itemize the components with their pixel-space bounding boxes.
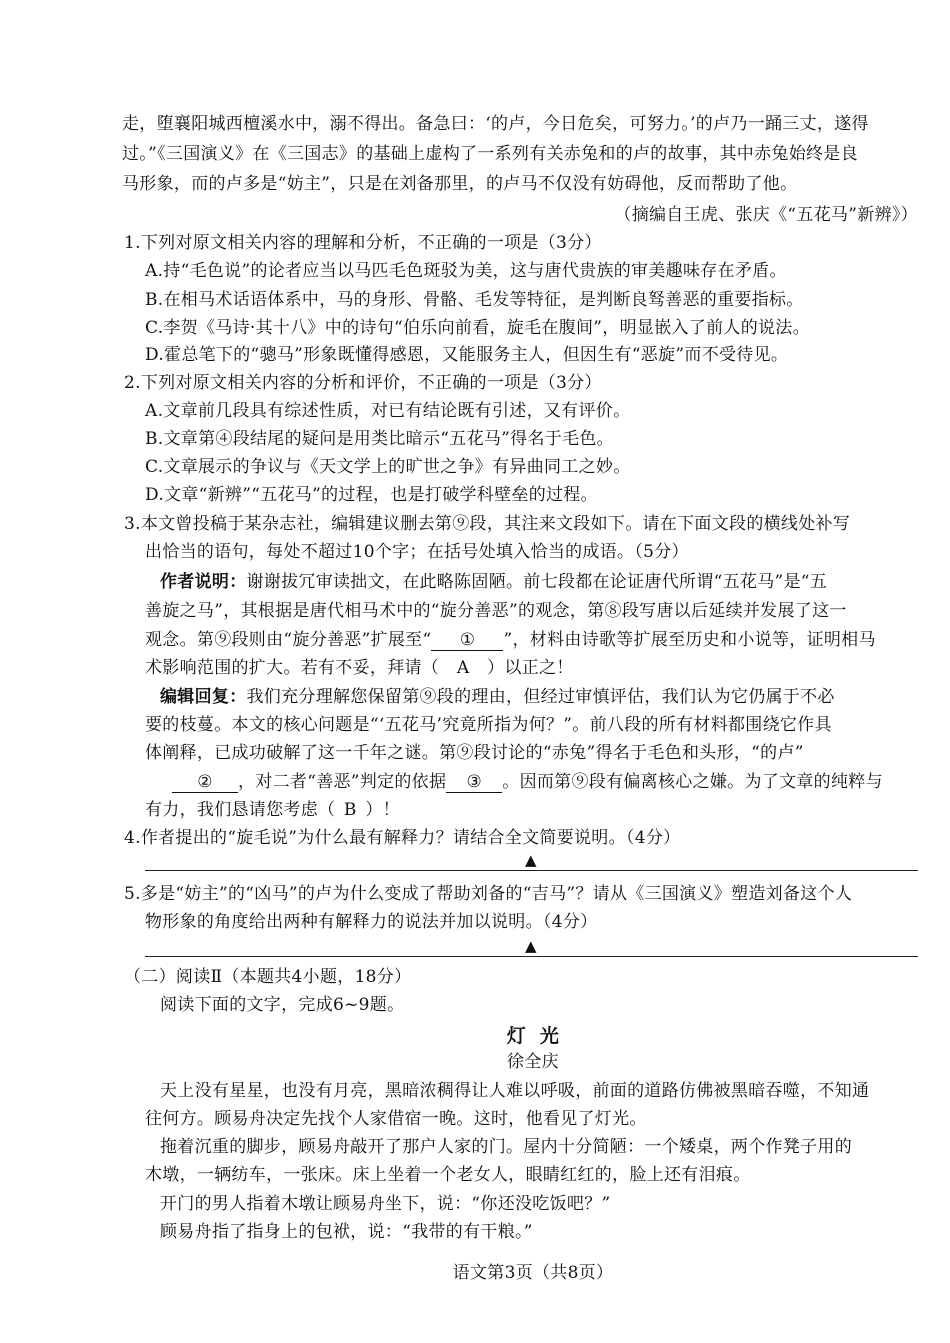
editor-reply-line: 体阐释，已成功破解了这一千年之谜。第⑨段讨论的“赤兔”得名于毛色和头形，“的卢” <box>145 743 804 763</box>
question-2-stem: 2.下列对原文相关内容的分析和评价，不正确的一项是（3分） <box>124 373 602 393</box>
question-1-option-b: B.在相马术话语体系中，马的身形、骨骼、毛发等特征，是判断良驽善恶的重要指标。 <box>145 290 804 310</box>
editor-reply-text: 有力，我们恳请您考虑（ <box>145 800 336 820</box>
editor-reply-line <box>145 771 883 793</box>
question-2-option-c: C.文章展示的争议与《天文学上的旷世之争》有异曲同工之妙。 <box>145 457 631 477</box>
question-1-option-a: A.持“毛色说”的论者应当以马匹毛色斑驳为美，这与唐代贵族的审美趣味存在矛盾。 <box>145 261 787 281</box>
editor-reply-text: ，对二者“善恶”判定的依据 <box>238 772 447 792</box>
question-2-option-a: A.文章前几段具有综述性质，对已有结论既有引述，又有评价。 <box>145 401 631 421</box>
idiom-blank-a: A <box>456 658 470 678</box>
story-paragraph: 开门的男人指着木墩让顾易舟坐下，说：“你还没吃饭吧？” <box>160 1194 611 1214</box>
question-4-stem: 4.作者提出的“旋毛说”为什么最有解释力？请结合全文简要说明。（4分） <box>124 828 681 848</box>
question-3-stem: 3.本文曾投稿于某杂志社，编辑建议删去第⑨段，其注来文段如下。请在下面文段的横线处补写 <box>124 514 851 534</box>
question-5-stem: 5.多是“妨主”的“凶马”的卢为什么变成了帮助刘备的“吉马”？请从《三国演义》塑造刘备这个人 <box>124 884 853 904</box>
fill-blank-1: ① <box>431 630 503 651</box>
story-paragraph: 顾易舟指了指身上的包袱，说：“我带的有干粮。” <box>160 1222 533 1242</box>
editor-reply-text: ）！ <box>365 800 400 820</box>
editor-reply-line <box>160 686 835 708</box>
passage-line: 过。”《三国演义》在《三国志》的基础上虚构了一系列有关赤兔和的卢的故事，其中赤兔始终是良 <box>122 144 858 164</box>
passage-line: 走，堕襄阳城西檀溪水中，溺不得出。备急曰：‘的卢，今日危矣，可努力。’的卢乃一踊三丈，遂得 <box>122 114 869 134</box>
idiom-blank-b: B <box>343 800 357 820</box>
author-note-line <box>145 629 876 651</box>
story-paragraph: 往何方。顾易舟决定先找个人家借宿一晚。这时，他看见了灯光。 <box>145 1109 647 1129</box>
story-paragraph: 天上没有星星，也没有月亮，黑暗浓稠得让人难以呼吸，前面的道路仿佛被黑暗吞噬，不知通 <box>160 1081 870 1101</box>
story-paragraph: 木墩，一辆纺车，一张床。床上坐着一个老女人，眼睛红红的，脸上还有泪痕。 <box>145 1165 751 1185</box>
section-heading: （二）阅读Ⅱ（本题共4小题，18分） <box>124 967 412 987</box>
author-note-line: 善旋之马”，其根据是唐代相马术中的“旋分善恶”的观念，第⑧段写唐以后延续并发展了这一 <box>145 601 847 621</box>
story-title: 灯 光 <box>506 1025 560 1047</box>
question-1-stem: 1.下列对原文相关内容的理解和分析，不正确的一项是（3分） <box>124 233 602 253</box>
passage-source: （摘编自王虎、张庆《“五花马”新辨》） <box>614 205 918 225</box>
answer-triangle-icon: ▲ <box>525 937 537 955</box>
editor-reply-text: 。因而第⑨段有偏离核心之嫌。为了文章的纯粹与 <box>502 772 883 792</box>
question-1-option-c: C.李贺《马诗·其十八》中的诗句“伯乐向前看，旋毛在腹间”，明显嵌入了前人的说法。 <box>145 318 810 338</box>
page-footer: 语文第3页（共8页） <box>452 1263 614 1283</box>
author-note-label: 作者说明： <box>160 572 247 592</box>
author-note-text: ）以正之！ <box>487 658 574 678</box>
story-paragraph: 拖着沉重的脚步，顾易舟敲开了那户人家的门。屋内十分简陋：一个矮桌，两个作凳子用的 <box>160 1137 852 1157</box>
fill-blank-3: ③ <box>446 772 502 793</box>
story-author: 徐全庆 <box>507 1052 559 1072</box>
answer-line <box>145 956 918 957</box>
section-instruction: 阅读下面的文字，完成6~9题。 <box>160 995 405 1015</box>
author-note-text: 术影响范围的扩大。若有不妥，拜请（ <box>145 658 440 678</box>
question-2-option-b: B.文章第④段结尾的疑问是用类比暗示“五花马”得名于毛色。 <box>145 429 614 449</box>
question-5-stem: 物形象的角度给出两种有解释力的说法并加以说明。（4分） <box>145 912 598 932</box>
author-note-text: 观念。第⑨段则由“旋分善恶”扩展至“ <box>145 630 432 650</box>
author-note-text: 谢谢拔冗审读拙文，在此略陈固陋。前七段都在论证唐代所谓“五花马”是“五 <box>246 572 828 592</box>
passage-line: 马形象，而的卢多是“妨主”，只是在刘备那里，的卢马不仅没有妨碍他，反而帮助了他。 <box>122 174 798 194</box>
editor-reply-text: 我们充分理解您保留第⑨段的理由，但经过审慎评估，我们认为它仍属于不必 <box>246 687 835 707</box>
answer-line <box>145 870 918 871</box>
question-3-stem: 出恰当的语句，每处不超过10个字；在括号处填入恰当的成语。（5分） <box>145 542 689 562</box>
editor-reply-line <box>145 799 400 821</box>
question-1-option-d: D.霍总笔下的“骢马”形象既懂得感恩，又能服务主人，但因生有“恶旋”而不受待见。 <box>145 345 789 365</box>
fill-blank-2: ② <box>172 772 238 793</box>
author-note-text: ”，材料由诗歌等扩展至历史和小说等，证明相马 <box>503 630 876 650</box>
answer-triangle-icon: ▲ <box>525 851 537 869</box>
editor-reply-line: 要的枝蔓。本文的核心问题是“‘五花马’究竟所指为何？”。前八段的所有材料都围绕它作具 <box>145 715 832 735</box>
editor-reply-label: 编辑回复： <box>160 687 247 707</box>
question-2-option-d: D.文章“新辨”“五花马”的过程，也是打破学科壁垒的过程。 <box>145 485 598 505</box>
author-note-line <box>145 657 574 679</box>
author-note-line <box>160 571 827 593</box>
